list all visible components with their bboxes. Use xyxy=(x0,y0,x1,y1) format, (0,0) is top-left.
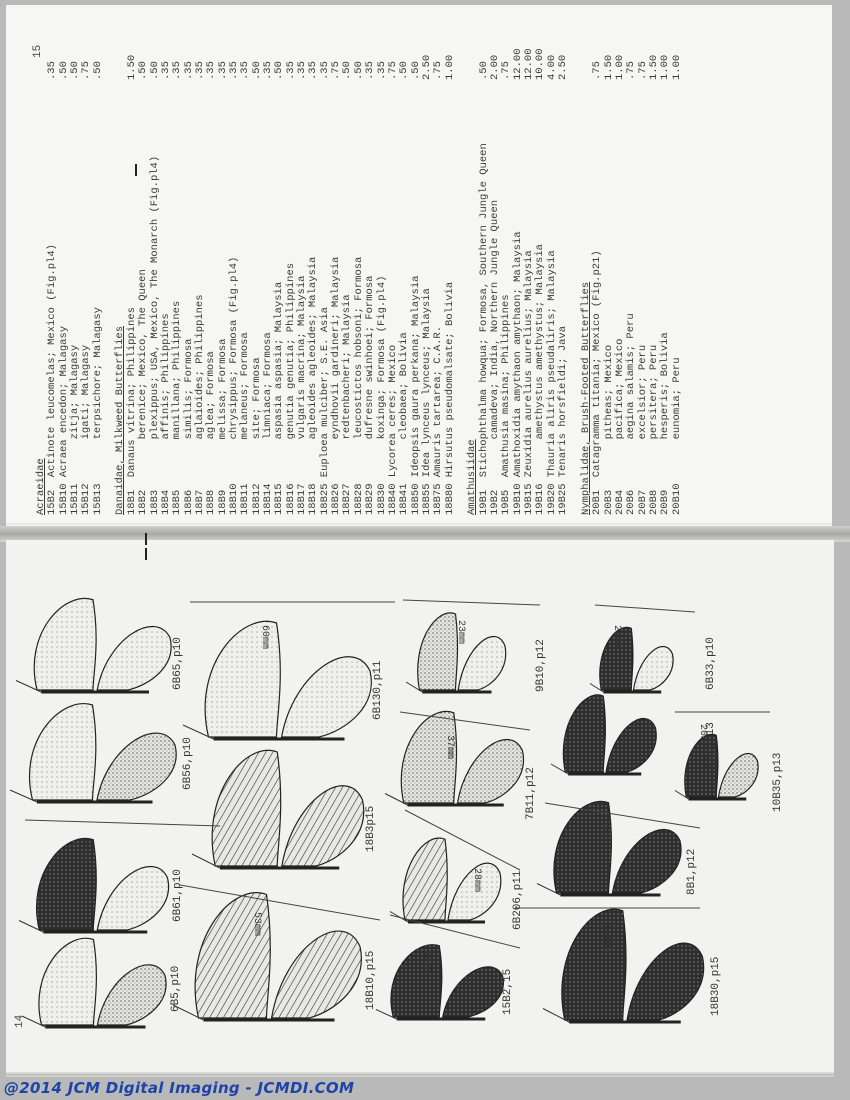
caption-18b10: 18B10,p15 xyxy=(365,950,377,1010)
price: .50 xyxy=(341,61,354,80)
price: .75 xyxy=(636,61,649,80)
scale-s33: 33mm xyxy=(599,820,610,845)
list-entry: 18B5 manillana; Philippines xyxy=(171,300,184,515)
butterfly-6b56 xyxy=(10,704,176,802)
list-entry: 20B4 pacifica; Mexico xyxy=(613,338,626,515)
butterfly-8b1 xyxy=(537,801,681,895)
price: 4.00 xyxy=(545,54,558,80)
price: .35 xyxy=(216,61,229,80)
list-entry: 18B40 Lycorea ceres; Mexico xyxy=(386,344,399,515)
list-entry: 20B3 pitheas; Mexico xyxy=(602,344,615,515)
list-entry: 19B1 Stichophthalma howqua; Formosa, Southern Jungle Queen xyxy=(477,143,490,515)
caption-6b5: 6B5,p10 xyxy=(170,965,182,1012)
price: .50 xyxy=(57,61,70,80)
price: .50 xyxy=(91,61,104,80)
butterfly-6b61 xyxy=(19,838,169,932)
scale-s20: 20mm xyxy=(697,724,708,749)
price: .35 xyxy=(182,61,195,80)
price: 2.50 xyxy=(557,54,570,80)
price: 10.00 xyxy=(534,48,547,80)
list-entry: 19B2 camadeva; India, Northern Jungle Queen xyxy=(489,199,501,515)
list-entry: 18B15 aspasia aspasia; Malaysia xyxy=(273,281,286,515)
list-entry: 18B41 cleobaea; Bolivia xyxy=(398,332,411,515)
list-entry: 15B2 Actinote leucomelas; Mexico (Fig.pl4) xyxy=(46,244,59,515)
caption-6b61: 6B61,p10 xyxy=(172,869,184,922)
price: .35 xyxy=(227,61,240,80)
list-entry: 20B7 excelsior; Peru xyxy=(636,344,649,515)
list-entry: 19B10 Amathoxidia amythaon amythaon; Malaysia xyxy=(511,231,524,515)
caption-18b30: 18B30,p15 xyxy=(710,956,722,1016)
price: 12.00 xyxy=(511,48,524,80)
list-entry: 15B13 terpsichore; Malagasy xyxy=(91,307,104,515)
price: .35 xyxy=(375,61,388,80)
list-entry: 18B2 berenice; Mexico, The Queen xyxy=(137,269,150,515)
price: 1.50 xyxy=(125,54,138,80)
list-entry: 18B3 plexippus; USA, Mexico, The Monarch (Fig.pl4) xyxy=(148,155,161,515)
list-entry: 18B18 agleoides agleoides; Malaysia xyxy=(307,256,320,515)
price: .35 xyxy=(296,61,309,80)
price: .35 xyxy=(239,61,252,80)
price: 12.00 xyxy=(523,48,536,80)
section-heading: Danaidae, Milkweed Butterflies xyxy=(114,325,127,515)
caption-6b56: 6B56,p10 xyxy=(182,737,194,790)
list-entry: 18B12 site; Formosa xyxy=(250,357,263,515)
price: 1.50 xyxy=(647,54,660,80)
price: .35 xyxy=(284,61,297,80)
list-entry: 18B8 aglea; Formosa xyxy=(205,351,218,515)
butterfly-6b206 xyxy=(390,838,501,922)
caption-6b130: 6B130,p11 xyxy=(372,660,384,720)
scale-s53: 53mm xyxy=(251,912,262,937)
caption-10b35: 10B35,p13 xyxy=(772,752,784,812)
butterfly-6b33 xyxy=(590,627,673,692)
caption-12b1: 12B1,p13 xyxy=(705,722,717,775)
price: .35 xyxy=(193,61,206,80)
list-entry: 18B25 Euploea mulciber; S.E. Asia xyxy=(318,307,331,515)
caption-7b11: 7B11,p12 xyxy=(525,767,537,820)
price: .50 xyxy=(352,61,365,80)
list-entry: 15B10 Acraea encedon; Malagasy xyxy=(57,325,70,515)
price: .50 xyxy=(409,61,422,80)
scale-s60: 60mm xyxy=(259,625,270,650)
price: 2.00 xyxy=(489,54,501,80)
caption-15b2: 15B2,15 xyxy=(502,968,514,1015)
scale-line xyxy=(180,885,380,920)
scale-line xyxy=(25,820,220,826)
price: 1.00 xyxy=(670,54,683,80)
list-entry: 18B28 leucostictos hobsoni; Formosa xyxy=(352,256,365,515)
price: .50 xyxy=(477,61,490,80)
caption-8b1: 8B1,p12 xyxy=(686,848,698,895)
price: .75 xyxy=(80,61,93,80)
price: .35 xyxy=(364,61,377,80)
section-heading: Amathusiidae xyxy=(466,439,479,515)
list-entry: 18B1 Danaus vitrina; Philippines xyxy=(125,307,138,515)
list-entry: 18B7 aglaioides; Philippines xyxy=(193,294,206,515)
section-heading: Acraeidae xyxy=(35,458,47,515)
list-entry: 20B1 Catagramma titania; Mexico (Fig.p21) xyxy=(591,250,604,515)
price: .35 xyxy=(318,61,331,80)
list-entry: 18B30 koxinga; Formosa (Fig.pl4) xyxy=(375,275,388,515)
scale-s28: 28mm xyxy=(471,868,482,893)
list-entry: 18B29 dufresne swinhoei; Formosa xyxy=(364,275,377,515)
list-entry: 18B6 similis; Formosa xyxy=(182,338,195,515)
price: .35 xyxy=(307,61,320,80)
price: .35 xyxy=(171,61,184,80)
list-entry: 18B17 vulgaris macrina; Malaysia xyxy=(296,275,309,515)
price: .75 xyxy=(500,61,513,80)
list-entry: 15B12 igati; Malagasy xyxy=(80,344,93,515)
price: .35 xyxy=(205,61,218,80)
page-number: 15 xyxy=(32,44,44,58)
list-entry: 18B50 Ideopsis gaura perkana; Malaysia xyxy=(409,275,422,515)
price: .75 xyxy=(625,61,638,80)
list-entry: 18B10 chrysippus; Formosa (Fig.pl4) xyxy=(227,256,240,515)
list-entry: 18B80 Hirsutus pseudomalsate; Bolivia xyxy=(443,281,456,515)
caption-9b10: 9B10,p12 xyxy=(535,639,547,692)
list-entry: 20B9 hesperis; Bolivia xyxy=(659,332,672,515)
scale-s23: 23mm xyxy=(455,620,466,645)
scale-s22: 22mm xyxy=(611,625,622,650)
butterfly-12b1 xyxy=(551,695,656,774)
scale-line xyxy=(403,600,540,605)
price: .50 xyxy=(69,61,82,80)
price: 2.50 xyxy=(420,54,433,80)
list-entry: 20B6 aegina salamis; Peru xyxy=(625,313,638,515)
section-heading: Nymphalidae, Brush-Footed Butterflies xyxy=(579,281,592,515)
price: 1.00 xyxy=(659,54,672,80)
list-entry: 18B55 Idea lynceus lynceus; Malaysia xyxy=(420,288,433,515)
price: .50 xyxy=(273,61,286,80)
scale-s32: 32mm xyxy=(421,950,432,975)
caption-6b33: 6B33,p10 xyxy=(705,637,717,690)
butterfly-18b3 xyxy=(192,750,364,868)
list-entry: 20B8 persitera; Peru xyxy=(647,344,660,515)
butterfly-6b65 xyxy=(16,598,171,692)
price: .50 xyxy=(398,61,411,80)
price: 1.00 xyxy=(613,54,626,80)
list-entry: 15B11 zitja; Malagasy xyxy=(69,344,82,515)
caption-18b3: 18B3p15 xyxy=(365,805,377,852)
list-entry: 18B4 affinis; Philippines xyxy=(159,313,172,515)
list-entry: 18B14 limniaca; Formosa xyxy=(262,332,274,515)
price: .75 xyxy=(386,61,399,80)
page-number: 14 xyxy=(14,1014,26,1028)
caption-6b206: 6B206,p11 xyxy=(512,870,524,930)
butterfly-15b2 xyxy=(376,945,503,1019)
list-entry: 19B5 Amathusia masina; Philippines xyxy=(500,294,513,515)
list-entry: 18B9 melissa; Formosa xyxy=(216,338,229,515)
list-entry: 18B75 Amauris tartarea; C.A.R. xyxy=(432,325,445,515)
price: 1.50 xyxy=(602,54,615,80)
butterfly-6b5 xyxy=(22,938,166,1027)
price: .50 xyxy=(137,61,150,80)
list-entry: 18B11 melaneus; Formosa xyxy=(239,332,252,515)
list-entry: 18B27 redtenbacheri; Malaysia xyxy=(341,294,354,515)
price: .75 xyxy=(591,61,604,80)
caption-6b65: 6B65,p10 xyxy=(172,637,184,690)
price: .50 xyxy=(148,61,161,80)
price: .50 xyxy=(250,61,263,80)
price: .75 xyxy=(432,61,445,80)
watermark: @2014 JCM Digital Imaging - JCMDI.COM xyxy=(4,1079,355,1097)
list-entry: 19B25 Tenaris horsfieldi; Java xyxy=(557,325,570,515)
price: 1.00 xyxy=(443,54,456,80)
price: .75 xyxy=(330,61,343,80)
scale-line xyxy=(595,605,695,612)
scale-s37: 37mm xyxy=(444,735,455,760)
scale-s50: 50mm xyxy=(601,925,612,950)
list-entry: 18B26 eyndhovii gardineri; Malaysia xyxy=(330,256,343,515)
list-entry: 19B16 amethystus amethystus; Malaysia xyxy=(534,244,547,515)
price: .35 xyxy=(159,61,172,80)
list-entry: 18B16 genutia genutia; Philippines xyxy=(284,262,297,515)
list-entry: 19B20 Thauria aliris pseudaliris; Malaysia xyxy=(545,250,558,515)
price: .35 xyxy=(262,61,274,80)
scale-s40: 40mm xyxy=(79,838,90,863)
list-entry: 19B15 Zeuxidia aurelius aurelius; Malaysia xyxy=(523,250,536,515)
price: .35 xyxy=(46,61,59,80)
butterfly-6b130 xyxy=(183,621,371,739)
list-entry: 20B10 eunomia; Peru xyxy=(670,357,683,515)
butterfly-18b30 xyxy=(543,909,704,1022)
